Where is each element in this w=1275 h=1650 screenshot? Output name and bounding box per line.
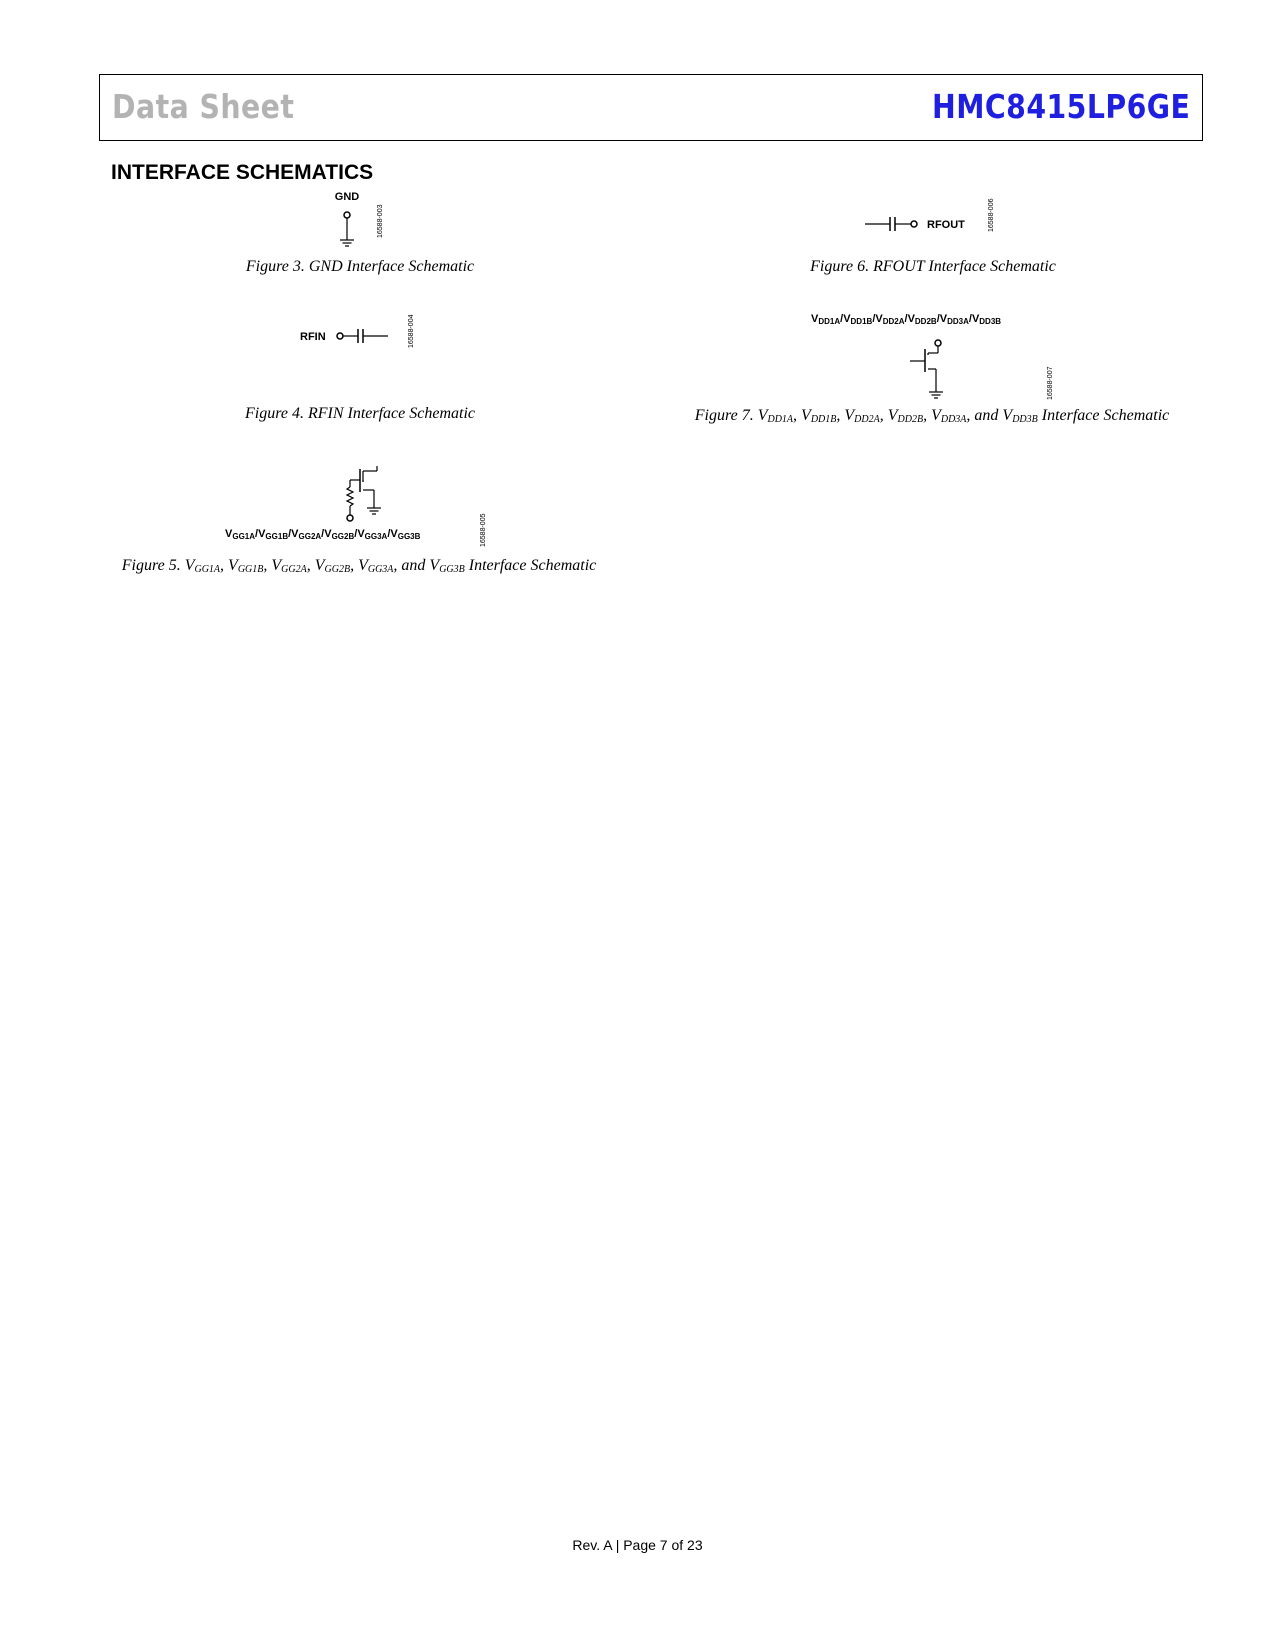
gnd-figure-id: 16588-003 xyxy=(377,204,384,238)
section-title: INTERFACE SCHEMATICS xyxy=(111,161,374,184)
rfout-schematic xyxy=(860,190,1000,240)
figure-5-caption: Figure 5. $V_{GG1A}$, $V_{GG1B}$, $V_{GG2A}$, $V_{GG2B}$, $V_{GG3A}$, and $V_{GG3B}$ Interface Schematic xyxy=(121,557,597,575)
vdd-figure-id xyxy=(1043,358,1055,403)
vgg-schematic xyxy=(330,460,390,530)
vdd-schematic xyxy=(900,335,950,405)
figure-4-caption: Figure 4. RFIN Interface Schematic xyxy=(245,405,475,422)
page-footer: Rev. A | Page 7 of 23 xyxy=(572,1537,703,1553)
document-type: Data Sheet xyxy=(112,87,295,126)
rfin-net-label: RFIN xyxy=(300,331,326,343)
figure-7-caption: Figure 7. $V_{DD1A}$, $V_{DD1B}$, $V_{DD2A}$, $V_{DD2B}$, $V_{DD3A}$, and $V_{DD3B}$ Interface Schematic xyxy=(694,407,1170,425)
part-number: HMC8415LP6GE xyxy=(931,87,1190,126)
rfout-figure-id: 16588-006 xyxy=(988,198,995,232)
svg-text:16588-007: 16588-007 xyxy=(1047,366,1054,400)
rfout-net-label: RFOUT xyxy=(927,219,965,231)
figure-6-caption: Figure 6. RFOUT Interface Schematic xyxy=(810,258,1056,275)
vgg-net-label: $V_{GG1A}/V_{GG1B}/V_{GG2A}/V_{GG2B}/V_{GG3A}/V_{GG3B}$ xyxy=(225,528,421,541)
rfin-schematic xyxy=(300,312,420,352)
vgg-figure-id xyxy=(476,505,488,550)
rfin-figure-id: 16588-004 xyxy=(408,314,415,348)
page-header xyxy=(99,74,1203,141)
figure-3-caption: Figure 3. GND Interface Schematic xyxy=(245,258,475,275)
gnd-schematic xyxy=(320,188,400,254)
vdd-net-label: $V_{DD1A}/V_{DD1B}/V_{DD2A}/V_{DD2B}/V_{DD3A}/V_{DD3B}$ xyxy=(811,313,1002,326)
gnd-net-label: GND xyxy=(334,191,360,203)
svg-text:16588-005: 16588-005 xyxy=(480,513,487,547)
